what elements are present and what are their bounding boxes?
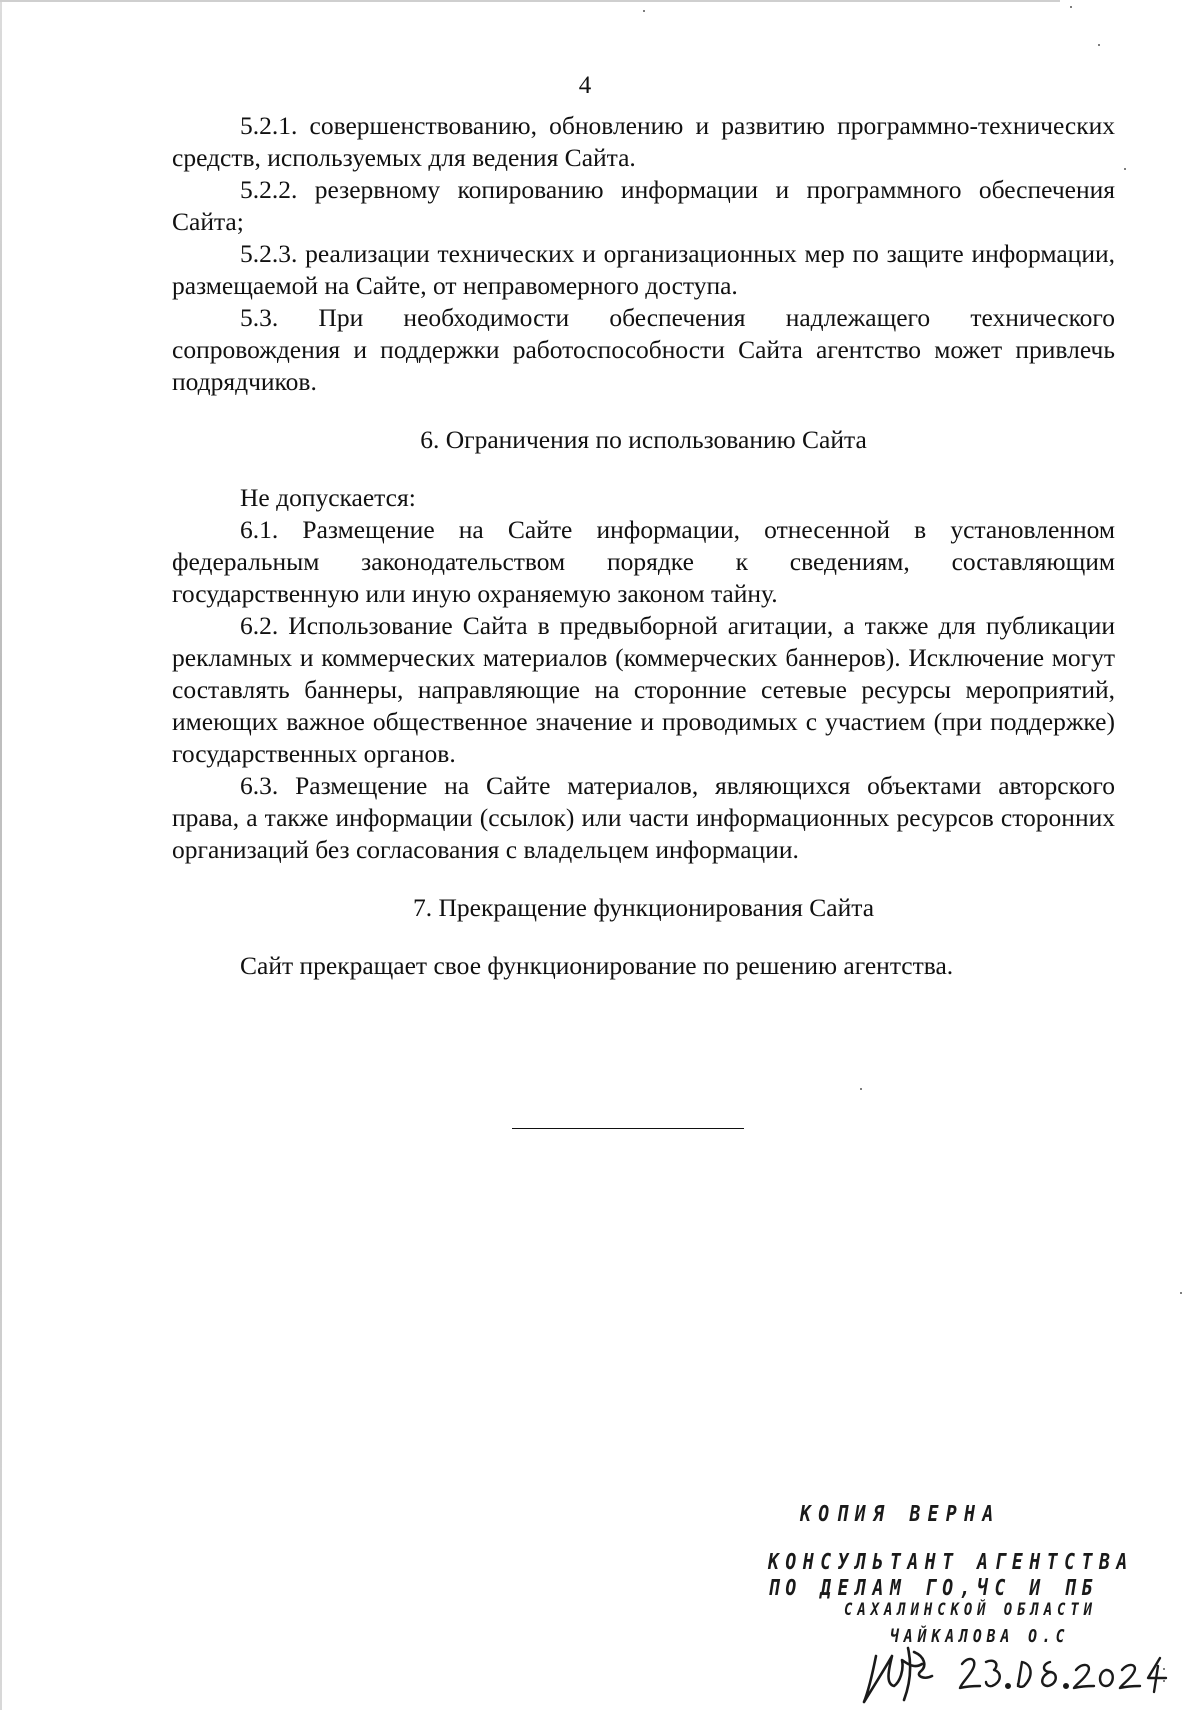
paragraph-6-3: 6.3. Размещение на Сайте материалов, являющихся объектами авторского права, а также информации (ссылок) или части информационных ресурсов сторонних организаций без согласования с владельцем информации.	[172, 771, 1115, 864]
end-of-text-rule	[512, 1128, 744, 1129]
document-body	[172, 110, 1115, 982]
paragraph-5-2-2: 5.2.2. резервному копированию информации и программного обеспечения Сайта;	[172, 175, 1115, 236]
certification-stamp	[768, 1502, 1178, 1702]
stamp-copy-correct: КОПИЯ ВЕРНА	[800, 1502, 1001, 1527]
scan-speck	[860, 1088, 862, 1090]
section-7-heading: 7. Прекращение функционирования Сайта	[412, 893, 875, 922]
not-allowed-lead: Не допускается:	[240, 483, 416, 512]
paragraph-6-2: 6.2. Использование Сайта в предвыборной агитации, а также для публикации рекламных и коммерческих материалов (коммерческих баннеров). Исключение могут составлять баннеры, направляющие на сторонние сетевые ресурсы мероприятий, имеющих важное общественное значение и проводимых с участием (при поддержке) государственных органов.	[172, 611, 1115, 768]
stamp-department: ПО ДЕЛАМ ГО,ЧС И ПБ	[768, 1576, 1100, 1601]
scan-speck	[643, 10, 645, 12]
handwritten-signature-and-date	[854, 1626, 1174, 1706]
paragraph-7: Сайт прекращает свое функционирование по решению агентства.	[240, 951, 954, 980]
scan-left-edge	[0, 0, 2, 1710]
paragraph-5-2-1: 5.2.1. совершенствованию, обновлению и развитию программно-технических средств, используемых для ведения Сайта.	[172, 111, 1115, 172]
page-number: 4	[578, 72, 592, 99]
paragraph-6-1: 6.1. Размещение на Сайте информации, отнесенной в установленном федеральным законодательством порядке к сведениям, составляющим государственную или иную охраняемую законом тайну.	[172, 515, 1115, 608]
paragraph-5-3: 5.3. При необходимости обеспечения надлежащего технического сопровождения и поддержки работоспособности Сайта агентство может привлечь подрядчиков.	[172, 303, 1115, 396]
section-6-heading: 6. Ограничения по использованию Сайта	[420, 425, 867, 454]
stamp-position: КОНСУЛЬТАНТ АГЕНТСТВА	[768, 1550, 1134, 1575]
scan-speck	[1098, 44, 1100, 46]
stamp-region: САХАЛИНСКОЙ ОБЛАСТИ	[844, 1600, 1097, 1620]
scan-top-edge	[0, 0, 1060, 2]
scan-speck	[1124, 168, 1126, 170]
scan-speck	[1180, 1292, 1182, 1294]
scan-speck	[1070, 6, 1072, 8]
paragraph-5-2-3: 5.2.3. реализации технических и организационных мер по защите информации, размещаемой на Сайте, от неправомерного доступа.	[172, 239, 1115, 300]
stamp-name: ЧАЙКАЛОВА О.С	[890, 1626, 1070, 1647]
